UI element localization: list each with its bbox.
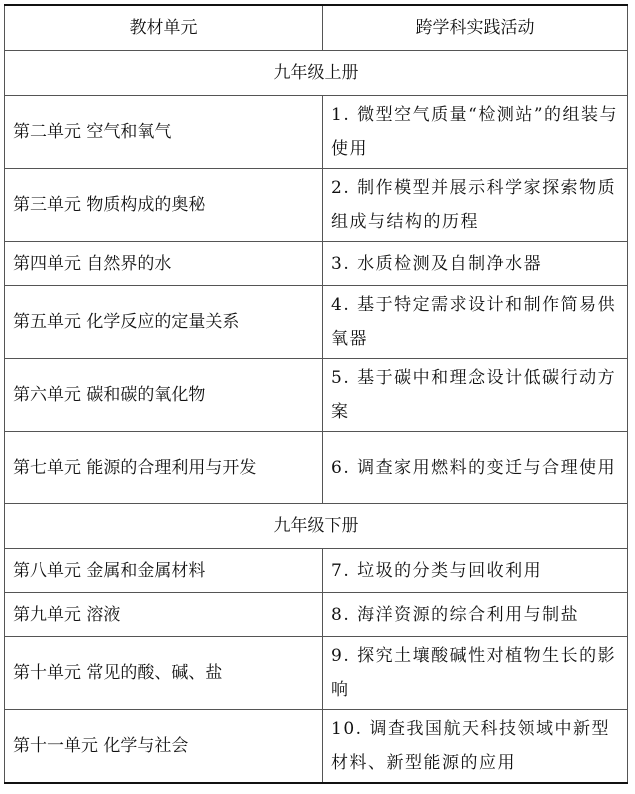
activity-cell: 5. 基于碳中和理念设计低碳行动方案 (323, 359, 628, 432)
unit-cell: 第五单元 化学反应的定量关系 (5, 286, 323, 359)
unit-cell: 第三单元 物质构成的奥秘 (5, 169, 323, 242)
group-row (5, 51, 628, 96)
table-row (5, 169, 628, 242)
table-row (5, 432, 628, 504)
unit-cell: 第九单元 溶液 (5, 593, 323, 637)
activity-cell: 6. 调查家用燃料的变迁与合理使用 (323, 432, 628, 504)
unit-cell: 第七单元 能源的合理利用与开发 (5, 432, 323, 504)
table-row (5, 549, 628, 593)
table-row (5, 359, 628, 432)
curriculum-table (4, 4, 628, 784)
activity-cell: 9. 探究土壤酸碱性对植物生长的影响 (323, 637, 628, 710)
activity-cell: 1. 微型空气质量“检测站”的组装与使用 (323, 96, 628, 169)
unit-cell: 第二单元 空气和氧气 (5, 96, 323, 169)
group-row (5, 504, 628, 549)
group-title: 九年级下册 (5, 504, 628, 549)
unit-cell: 第八单元 金属和金属材料 (5, 549, 323, 593)
activity-cell: 4. 基于特定需求设计和制作简易供氧器 (323, 286, 628, 359)
header-unit: 教材单元 (5, 5, 323, 51)
table-row (5, 96, 628, 169)
activity-cell: 8. 海洋资源的综合利用与制盐 (323, 593, 628, 637)
activity-cell: 2. 制作模型并展示科学家探索物质组成与结构的历程 (323, 169, 628, 242)
unit-cell: 第十单元 常见的酸、碱、盐 (5, 637, 323, 710)
activity-cell: 3. 水质检测及自制净水器 (323, 242, 628, 286)
group-title: 九年级上册 (5, 51, 628, 96)
unit-cell: 第六单元 碳和碳的氧化物 (5, 359, 323, 432)
header-activity: 跨学科实践活动 (323, 5, 628, 51)
table-row (5, 637, 628, 710)
table-header-row (5, 5, 628, 51)
activity-cell: 10. 调查我国航天科技领域中新型材料、新型能源的应用 (323, 710, 628, 784)
table-row (5, 286, 628, 359)
table-row (5, 710, 628, 784)
unit-cell: 第十一单元 化学与社会 (5, 710, 323, 784)
unit-cell: 第四单元 自然界的水 (5, 242, 323, 286)
table-row (5, 242, 628, 286)
activity-cell: 7. 垃圾的分类与回收利用 (323, 549, 628, 593)
table-row (5, 593, 628, 637)
